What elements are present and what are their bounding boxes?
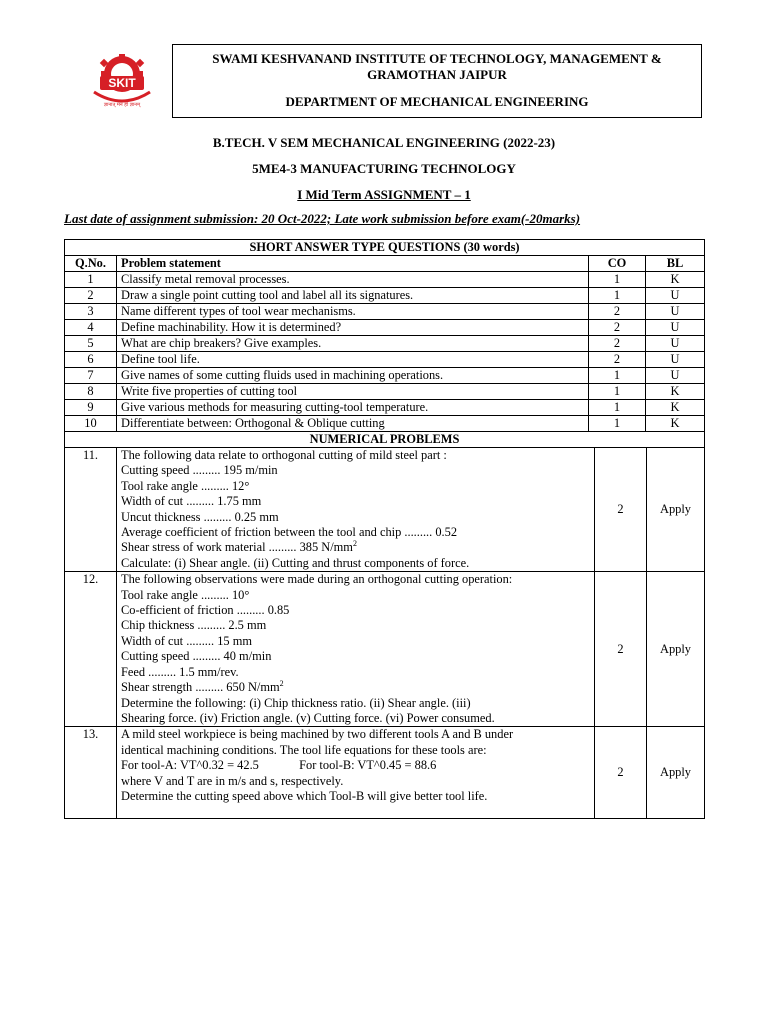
- problem-line: The following data relate to orthogonal cutting of mild steel part :: [121, 448, 447, 462]
- course-outcome: 1: [589, 400, 646, 416]
- table-row: [65, 320, 705, 336]
- question-number: 7: [65, 368, 117, 384]
- problem-line: Chip thickness ......... 2.5 mm: [121, 618, 267, 633]
- bloom-level: K: [646, 384, 705, 400]
- problem-line: Determine the following: (i) Chip thickness ratio. (ii) Shear angle. (iii): [121, 695, 471, 710]
- problem-line: identical machining conditions. The tool life equations for these tools are:: [121, 742, 487, 757]
- table-row: [65, 572, 705, 727]
- question-number: 6: [65, 352, 117, 368]
- question-number: 8: [65, 384, 117, 400]
- question-text: Define machinability. How it is determined?: [117, 320, 589, 336]
- department-name: DEPARTMENT OF MECHANICAL ENGINEERING: [285, 94, 589, 109]
- problem-line: Feed ......... 1.5 mm/rev.: [121, 664, 239, 679]
- problem-line: Shear stress of work material ......... 385 N/mm: [121, 540, 353, 555]
- problem-line: Tool rake angle ......... 12°: [121, 478, 250, 493]
- problem-line: Cutting speed ......... 40 m/min: [121, 649, 272, 664]
- course-outcome: 2: [595, 448, 647, 572]
- question-number: 13.: [65, 727, 117, 819]
- question-number: 3: [65, 304, 117, 320]
- course-outcome: 1: [589, 272, 646, 288]
- problem-line-with-unit: [121, 540, 590, 555]
- unit-superscript: 2: [279, 678, 284, 688]
- question-text: Name different types of tool wear mechanisms.: [117, 304, 589, 320]
- question-text: Give various methods for measuring cutting-tool temperature.: [117, 400, 589, 416]
- question-number: 12.: [65, 572, 117, 727]
- course-outcome: 1: [589, 416, 646, 432]
- subject-title: 5ME4-3 MANUFACTURING TECHNOLOGY: [252, 161, 516, 176]
- problem-line: Width of cut ......... 1.75 mm: [121, 494, 262, 509]
- short-answer-section-title: SHORT ANSWER TYPE QUESTIONS (30 words): [65, 240, 705, 256]
- bloom-level: K: [646, 272, 705, 288]
- problem-statement: [117, 572, 595, 727]
- table-row: [65, 448, 705, 572]
- course-outcome: 1: [589, 288, 646, 304]
- bloom-level: K: [646, 400, 705, 416]
- bloom-level: U: [646, 368, 705, 384]
- problem-line: Calculate: (i) Shear angle. (ii) Cutting and thrust components of force.: [121, 555, 470, 570]
- institute-name-line2: GRAMOTHAN JAIPUR: [367, 67, 507, 82]
- course-outcome: 2: [589, 352, 646, 368]
- question-number: 11.: [65, 448, 117, 572]
- column-header-problem: Problem statement: [117, 256, 589, 272]
- bloom-level: K: [646, 416, 705, 432]
- question-text: Define tool life.: [117, 352, 589, 368]
- bloom-level: U: [646, 304, 705, 320]
- problem-line: Uncut thickness ......... 0.25 mm: [121, 509, 279, 524]
- question-number: 2: [65, 288, 117, 304]
- problem-line: Co-efficient of friction ......... 0.85: [121, 603, 290, 618]
- course-outcome: 2: [589, 320, 646, 336]
- logo-motto: ज्ञानात् मन ही ज्ञानम्: [103, 102, 141, 108]
- numerical-problems-table: [64, 447, 705, 819]
- question-text: Differentiate between: Orthogonal & Oblique cutting: [117, 416, 589, 432]
- question-text: Give names of some cutting fluids used in machining operations.: [117, 368, 589, 384]
- bloom-level: Apply: [647, 727, 705, 819]
- bloom-level: U: [646, 352, 705, 368]
- table-row: [65, 384, 705, 400]
- course-outcome: 1: [589, 368, 646, 384]
- numerical-section-title: NUMERICAL PROBLEMS: [65, 432, 705, 448]
- bloom-level: U: [646, 336, 705, 352]
- table-row: [65, 304, 705, 320]
- logo-text: SKIT: [108, 76, 136, 90]
- problem-line: Shear strength ......... 650 N/mm: [121, 680, 280, 695]
- column-header-qno: Q.No.: [65, 256, 117, 272]
- table-row: [65, 727, 705, 819]
- question-number: 5: [65, 336, 117, 352]
- unit-superscript: 2: [352, 539, 357, 549]
- table-row: [65, 272, 705, 288]
- course-outcome: 1: [589, 384, 646, 400]
- course-outcome: 2: [589, 304, 646, 320]
- problem-line: where V and T are in m/s and s, respectively.: [121, 773, 344, 788]
- problem-line: A mild steel workpiece is being machined by two different tools A and B under: [121, 727, 514, 742]
- problem-line: The following observations were made during an orthogonal cutting operation:: [121, 572, 513, 587]
- institute-name-line1: SWAMI KESHVANAND INSTITUTE OF TECHNOLOGY, MANAGEMENT &: [212, 51, 662, 66]
- question-number: 10: [65, 416, 117, 432]
- bloom-level: U: [646, 320, 705, 336]
- bloom-level: Apply: [647, 448, 705, 572]
- table-row: [65, 368, 705, 384]
- short-answer-table: [64, 239, 705, 448]
- bloom-level: U: [646, 288, 705, 304]
- question-text: What are chip breakers? Give examples.: [117, 336, 589, 352]
- assignment-title: I Mid Term ASSIGNMENT – 1: [297, 187, 471, 202]
- question-text: Draw a single point cutting tool and label all its signatures.: [117, 288, 589, 304]
- course-outcome: 2: [589, 336, 646, 352]
- program-title: B.TECH. V SEM MECHANICAL ENGINEERING (2022-23): [212, 135, 556, 150]
- submission-deadline: Last date of assignment submission: 20 Oct-2022; Late work submission before exam(-20marks): [64, 211, 581, 226]
- problem-line: Average coefficient of friction between the tool and chip ......... 0.52: [121, 525, 458, 540]
- problem-line: Shearing force. (iv) Friction angle. (v) Cutting force. (vi) Power consumed.: [121, 710, 495, 725]
- table-row: [65, 400, 705, 416]
- question-text: Classify metal removal processes.: [117, 272, 589, 288]
- column-header-bl: BL: [646, 256, 705, 272]
- question-number: 4: [65, 320, 117, 336]
- question-text: Write five properties of cutting tool: [117, 384, 589, 400]
- problem-line-with-unit: [121, 680, 590, 695]
- table-row: [65, 336, 705, 352]
- table-row: [65, 288, 705, 304]
- institute-header: [172, 44, 702, 118]
- table-row: [65, 352, 705, 368]
- question-number: 1: [65, 272, 117, 288]
- problem-line: Cutting speed ......... 195 m/min: [121, 463, 278, 478]
- table-row: [65, 416, 705, 432]
- column-header-co: CO: [589, 256, 646, 272]
- problem-line: Tool rake angle ......... 10°: [121, 587, 250, 602]
- problem-statement: [117, 448, 595, 572]
- course-outcome: 2: [595, 727, 647, 819]
- bloom-level: Apply: [647, 572, 705, 727]
- problem-statement: [117, 727, 595, 819]
- problem-line: For tool-A: VT^0.32 = 42.5 For tool-B: VT^0.45 = 88.6: [121, 758, 437, 773]
- problem-line: Determine the cutting speed above which Tool-B will give better tool life.: [121, 788, 488, 803]
- course-outcome: 2: [595, 572, 647, 727]
- table-header-row: [65, 256, 705, 272]
- question-number: 9: [65, 400, 117, 416]
- institute-logo: [86, 54, 158, 110]
- problem-line: Width of cut ......... 15 mm: [121, 633, 252, 648]
